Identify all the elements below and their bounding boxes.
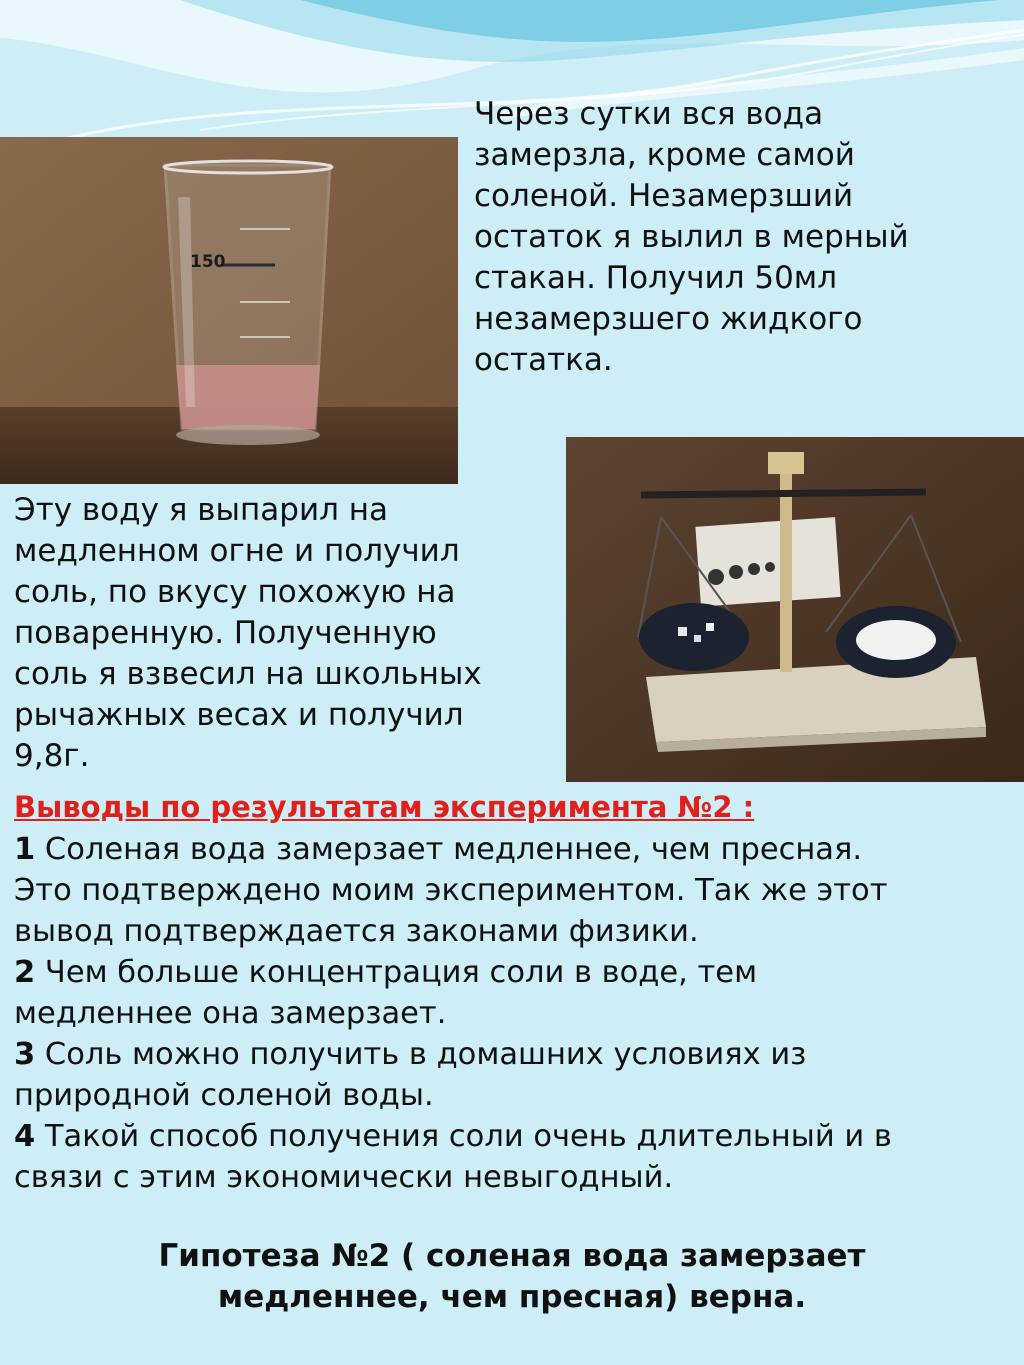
conclusion-text: Соль можно получить в домашних условиях из	[35, 1037, 807, 1072]
evap-line: рычажных весах и получил	[14, 697, 464, 733]
conclusion-text: медленнее она замерзает.	[14, 996, 447, 1031]
conclusion-item	[14, 1116, 892, 1157]
hypothesis-line: медленнее, чем пресная) верна.	[217, 1279, 807, 1315]
evap-line: соль я взвесил на школьных	[14, 656, 482, 692]
conclusion-text: Такой способ получения соли очень длительный и в	[35, 1119, 892, 1154]
hypothesis-statement	[0, 1236, 1024, 1318]
hypothesis-line: Гипотеза №2 ( соленая вода замерзает	[158, 1238, 866, 1274]
intro-line: Через сутки вся вода	[474, 96, 824, 132]
evap-line: Эту воду я выпарил на	[14, 492, 389, 528]
conclusions-title: Выводы по результатам эксперимента №2 :	[14, 790, 755, 824]
beaker-photo	[0, 137, 458, 484]
intro-line: соленой. Незамерзший	[474, 178, 854, 214]
conclusion-item	[14, 952, 892, 993]
conclusion-text: природной соленой воды.	[14, 1078, 434, 1113]
evap-line: поваренную. Полученную	[14, 615, 437, 651]
intro-line: незамерзшего жидкого	[474, 301, 863, 337]
conclusion-item	[14, 1034, 892, 1075]
conclusion-text: вывод подтверждается законами физики.	[14, 914, 699, 949]
intro-line: замерзла, кроме самой	[474, 137, 855, 173]
conclusion-number: 3	[14, 1037, 36, 1072]
beaker-mark-label: 150	[190, 252, 226, 272]
intro-paragraph	[474, 94, 909, 381]
conclusion-text: связи с этим экономически невыгодный.	[14, 1160, 674, 1195]
conclusion-item	[14, 829, 892, 870]
conclusions-list	[14, 829, 892, 1198]
conclusion-number: 4	[14, 1119, 36, 1154]
conclusion-text: Соленая вода замерзает медленнее, чем пресная.	[35, 832, 863, 867]
evap-line: медленном огне и получил	[14, 533, 460, 569]
evap-line: 9,8г.	[14, 738, 90, 774]
conclusion-text: Это подтверждено моим экспериментом. Так же этот	[14, 873, 888, 908]
scales-photo	[566, 437, 1024, 782]
evaporation-paragraph	[14, 490, 482, 777]
evap-line: соль, по вкусу похожую на	[14, 574, 456, 610]
conclusion-text: Чем больше концентрация соли в воде, тем	[35, 955, 758, 990]
intro-line: остатка.	[474, 342, 613, 378]
intro-line: стакан. Получил 50мл	[474, 260, 838, 296]
conclusion-number: 1	[14, 832, 36, 867]
intro-line: остаток я вылил в мерный	[474, 219, 909, 255]
conclusion-number: 2	[14, 955, 36, 990]
